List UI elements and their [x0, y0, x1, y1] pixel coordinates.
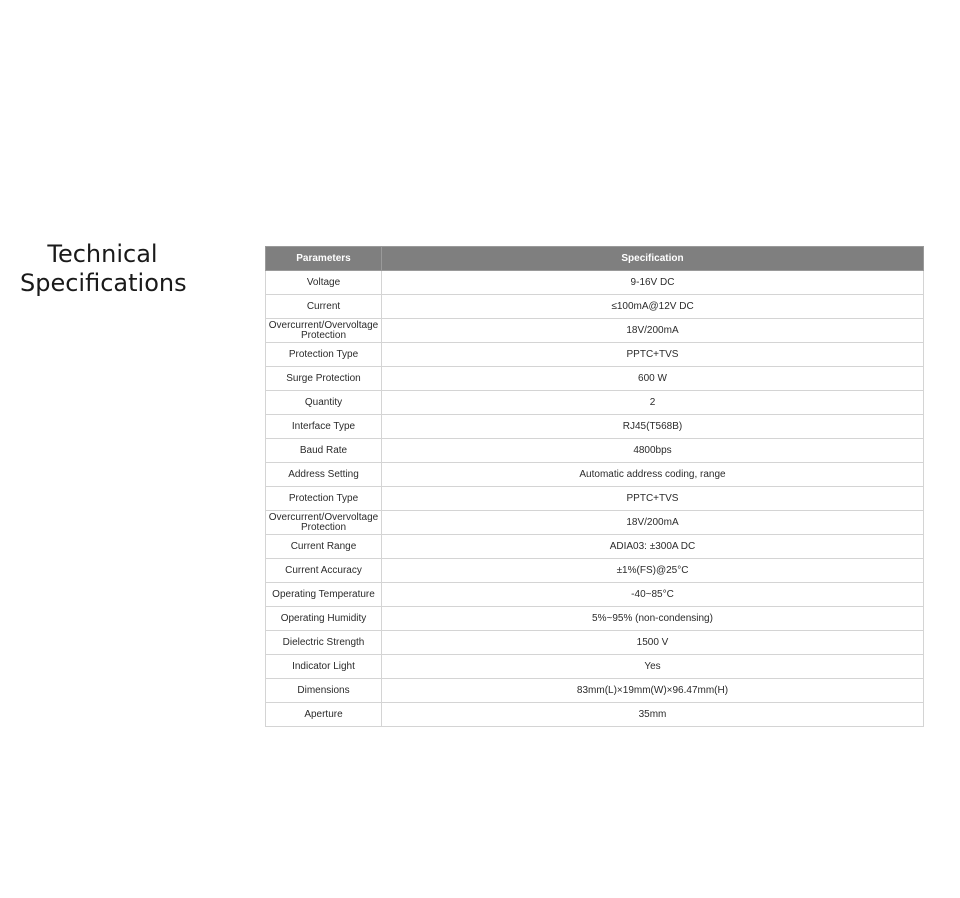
specification-cell: 2 [382, 391, 924, 415]
table-row [266, 583, 924, 607]
specification-cell: 9-16V DC [382, 271, 924, 295]
spec-table [265, 246, 924, 727]
specification-cell: 5%~95% (non-condensing) [382, 607, 924, 631]
table-row [266, 559, 924, 583]
table-row [266, 367, 924, 391]
parameter-cell: Dielectric Strength [266, 631, 382, 655]
specification-cell: ADIA03: ±300A DC [382, 535, 924, 559]
parameter-cell: Dimensions [266, 679, 382, 703]
parameter-cell: Operating Humidity [266, 607, 382, 631]
page-title [20, 240, 185, 298]
table-row [266, 295, 924, 319]
page-title-line-1: Technical [47, 240, 158, 268]
page-title-line-2: Specifications [20, 269, 187, 297]
parameter-cell: Current Range [266, 535, 382, 559]
table-row [266, 343, 924, 367]
spec-table-body [266, 271, 924, 727]
specification-cell: ±1%(FS)@25°C [382, 559, 924, 583]
specification-cell: 83mm(L)×19mm(W)×96.47mm(H) [382, 679, 924, 703]
specification-cell: Automatic address coding, range [382, 463, 924, 487]
column-header-parameters: Parameters [266, 247, 382, 271]
parameter-cell: Current Accuracy [266, 559, 382, 583]
parameter-cell: Surge Protection [266, 367, 382, 391]
specification-cell: -40~85°C [382, 583, 924, 607]
parameter-cell: Quantity [266, 391, 382, 415]
parameter-cell: Protection Type [266, 487, 382, 511]
specification-cell: Yes [382, 655, 924, 679]
specification-cell: 4800bps [382, 439, 924, 463]
specification-cell: PPTC+TVS [382, 343, 924, 367]
parameter-cell: Indicator Light [266, 655, 382, 679]
specification-cell: 1500 V [382, 631, 924, 655]
table-row [266, 511, 924, 535]
parameter-cell: Interface Type [266, 415, 382, 439]
table-row [266, 607, 924, 631]
table-row [266, 703, 924, 727]
parameter-cell: Operating Temperature [266, 583, 382, 607]
parameter-cell: Overcurrent/Overvoltage Protection [266, 319, 382, 343]
parameter-cell: Protection Type [266, 343, 382, 367]
parameter-cell: Overcurrent/Overvoltage Protection [266, 511, 382, 535]
table-row [266, 631, 924, 655]
table-row [266, 415, 924, 439]
parameter-cell: Aperture [266, 703, 382, 727]
specification-cell: 18V/200mA [382, 319, 924, 343]
specification-cell: 35mm [382, 703, 924, 727]
table-header-row [266, 247, 924, 271]
table-row [266, 535, 924, 559]
specification-cell: ≤100mA@12V DC [382, 295, 924, 319]
table-row [266, 391, 924, 415]
table-row [266, 487, 924, 511]
table-row [266, 271, 924, 295]
parameter-cell: Current [266, 295, 382, 319]
column-header-specification: Specification [382, 247, 924, 271]
table-row [266, 463, 924, 487]
table-row [266, 679, 924, 703]
specification-cell: 600 W [382, 367, 924, 391]
parameter-cell: Voltage [266, 271, 382, 295]
specification-cell: PPTC+TVS [382, 487, 924, 511]
specification-cell: 18V/200mA [382, 511, 924, 535]
specification-cell: RJ45(T568B) [382, 415, 924, 439]
parameter-cell: Baud Rate [266, 439, 382, 463]
table-row [266, 319, 924, 343]
table-row [266, 439, 924, 463]
parameter-cell: Address Setting [266, 463, 382, 487]
table-row [266, 655, 924, 679]
